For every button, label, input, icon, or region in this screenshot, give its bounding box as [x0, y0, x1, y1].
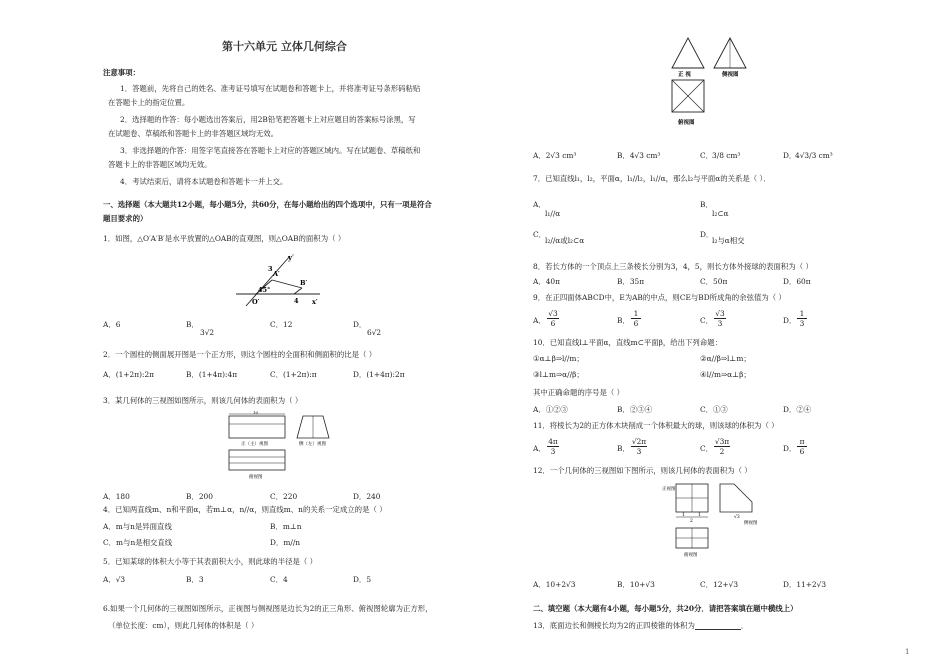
q11-option-a-den: 3: [547, 446, 559, 456]
q9-option-c-den: 3: [714, 318, 726, 328]
question-12-stem: 12．一个几何体的三视图如下图所示，则该几何体的表面积为（ ）: [533, 466, 752, 475]
q3-option-c: C．220: [270, 492, 298, 501]
q9-option-b-den: 6: [631, 318, 641, 328]
q6-label-top: 俯视图: [678, 120, 695, 126]
q1-figure: [232, 250, 324, 308]
q1-label-3: 3: [268, 265, 273, 273]
q6-figure: [668, 34, 778, 132]
q2-option-b: B．(1+4π):4π: [186, 370, 238, 379]
q10-option-b: B．②③④: [617, 405, 652, 414]
q10-option-d: D．②④: [783, 405, 812, 414]
q12-figure: [660, 480, 770, 560]
q11-option-b-num: √2π: [631, 437, 647, 446]
q10-prop-1: ①α⊥β⇒l//m；: [533, 354, 584, 363]
q7-option-a: A．: [533, 200, 546, 209]
q12-label-two: 2: [690, 519, 693, 524]
notice-heading: 注意事项：: [103, 68, 140, 77]
question-4-stem: 4．已知两直线m、n和平面α，若m⊥α，n//α，则直线m、n的关系一定成立的是（ ）: [103, 505, 387, 514]
q3-label-front: 正（主）视图: [241, 442, 268, 447]
q4-option-d: D．m//n: [270, 538, 301, 547]
q9-option-a: A．: [533, 316, 546, 325]
question-13-tail: ．: [740, 621, 749, 630]
q10-option-a: A．①②③: [533, 405, 568, 414]
q10-prop-4: ④l//m⇒α⊥β；: [700, 370, 751, 379]
q7-option-c-value: l₂//α或l₂⊂α: [545, 236, 585, 245]
q3-option-a: A．180: [103, 492, 130, 501]
q1-option-c: C．12: [270, 320, 293, 329]
q8-option-b: B．35π: [617, 277, 645, 286]
section1-heading: 一、选择题（本大题共12小题，每小题5分，共60分，在每小题给出的四个选项中，只有一项是符合: [103, 200, 432, 209]
q2-option-d: D．(1+4π):2π: [353, 370, 405, 379]
page-number: 1: [905, 648, 910, 656]
q12-label-root: √3: [734, 515, 740, 520]
q1-option-d-value: 6√2: [367, 328, 382, 337]
q6-label-side: 侧视图: [722, 72, 739, 78]
q1-option-b-value: 3√2: [200, 328, 215, 337]
q10-ask: 其中正确命题的序号是（ ）: [533, 388, 625, 397]
q5-option-b: B．3: [186, 575, 204, 584]
q8-option-d: D．60π: [783, 277, 811, 286]
question-8-stem: 8．若长方体的一个顶点上三条棱长分别为3，4，5，则长方体外接球的表面积为（ ）: [533, 262, 813, 271]
q7-option-b-value: l₂⊂α: [712, 209, 729, 218]
q11-option-d-num: π: [799, 437, 805, 446]
question-1-stem: 1．如图，△O′A′B′是水平放置的△OAB的直观图，则△OAB的面积为（ ）: [103, 234, 346, 243]
question-7-stem: 7．已知直线l₁，l₂，平面α，l₁//l₂，l₁//α，那么l₂与平面α的关系是（ ）．: [533, 174, 771, 183]
q12-label-side: 侧视图: [744, 521, 758, 526]
q3-option-d: D．240: [353, 492, 381, 501]
q11-option-b: B．: [617, 444, 630, 453]
q9-option-b: B．: [617, 316, 630, 325]
q11-option-c-num: √3π: [714, 437, 730, 446]
q2-option-c: C．(1+2π):π: [270, 370, 317, 379]
notice-line: 4．考试结束后，请将本试题卷和答题卡一并上交。: [120, 177, 288, 186]
q9-option-d: D．: [783, 316, 797, 325]
question-11-stem: 11．将棱长为2的正方体木块削成一个体积最大的球，则该球的体积为（ ）: [533, 421, 779, 430]
q1-label-y: y′: [288, 253, 294, 262]
question-6-stem: 6.如果一个几何体的三视图如图所示，正视图与侧视图是边长为2的正三角形、俯视图轮廓为正方形，: [103, 604, 433, 613]
q6-option-d-value: 4√3/3 cm³: [795, 151, 833, 160]
q1-label-4: 4: [294, 297, 299, 305]
q12-label-front: 正视图: [662, 487, 676, 492]
notice-line: 在试题卷、草稿纸和答题卡上的非答题区域均无效。: [108, 129, 278, 138]
q11-option-a: A．: [533, 444, 546, 453]
q8-option-c: C．50π: [700, 277, 728, 286]
q10-prop-2: ②α//β⇒l⊥m；: [700, 354, 751, 363]
q7-option-a-value: l₁//α: [545, 209, 561, 218]
q11-option-b-den: 3: [631, 446, 647, 456]
q1-label-a: A′: [273, 270, 280, 278]
q13-answer-blank[interactable]: [695, 621, 741, 630]
q3-label-side: 侧（左）视图: [299, 442, 326, 447]
notice-line: 1．答题前，先将自己的姓名、准考证号填写在试题卷和答题卡上，并将准考证号条形码粘贴: [120, 84, 421, 93]
q5-option-d: D．5: [353, 575, 372, 584]
q3-option-b: B．200: [186, 492, 213, 501]
q1-label-b: B′: [300, 279, 308, 287]
question-3-stem: 3．某几何体的三视图如图所示，则该几何体的表面积为（ ）: [103, 396, 303, 405]
q9-option-a-num: √3: [548, 309, 558, 318]
q11-option-c-den: 2: [714, 446, 730, 456]
q2-option-a: A．(1+2π):2π: [103, 370, 154, 379]
question-10-stem: 10．已知直线l⊥平面α，直线m⊂平面β，给出下列命题：: [533, 338, 722, 347]
q12-option-b: B．10+√3: [617, 580, 655, 589]
page-title: 第十六单元 立体几何综合: [222, 40, 347, 53]
q5-option-a: A．√3: [103, 575, 126, 584]
q8-option-a: A．40π: [533, 277, 560, 286]
q3-dim-label: 10: [253, 410, 259, 415]
notice-line: 在答题卡上的指定位置。: [108, 98, 190, 107]
section2-heading: 二、填空题（本大题有4小题，每小题5分，共20分．请把答案填在题中横线上）: [533, 604, 798, 613]
question-9-stem: 9．在正四面体ABCD中，E为AB的中点，则CE与BD所成角的余弦值为（ ）: [533, 293, 786, 302]
q3-label-top: 俯视图: [249, 475, 263, 480]
notice-line: 3．非选择题的作答：用签字笔直接答在答题卡上对应的答题区域内。写在试题卷、草稿纸和: [120, 146, 421, 155]
q9-option-c: C．: [700, 316, 714, 325]
q9-option-a-den: 6: [547, 318, 559, 328]
q6-option-b: B．4√3 cm³: [617, 151, 661, 160]
question-2-stem: 2．一个圆柱的侧面展开图是一个正方形，则这个圆柱的全面积和侧面积的比是（ ）: [103, 350, 377, 359]
q6-label-front: 正 视: [678, 72, 691, 78]
q9-option-b-num: 1: [633, 309, 639, 318]
q1-option-b: B．: [186, 320, 199, 329]
question-13-stem: 13．底面边长和侧棱长均为2的正四棱锥的体积为: [533, 621, 695, 630]
q11-option-d-den: 6: [797, 446, 807, 456]
q6-option-c-value: 3/8 cm³: [712, 151, 741, 160]
section1-heading-cont: 题目要求的）: [103, 214, 148, 223]
q6-option-c: C．: [700, 151, 714, 160]
q12-option-a: A．10+2√3: [533, 580, 576, 589]
question-6-stem-cont: （单位长度：cm），则此几何体的体积是（ ）: [108, 621, 259, 630]
q12-label-top: 俯视图: [684, 553, 698, 558]
q4-option-c: C．m与n是相交直线: [103, 538, 173, 547]
q9-option-d-den: 3: [797, 318, 807, 328]
q7-option-d: D．: [700, 230, 714, 239]
q1-option-d: D．: [353, 320, 367, 329]
question-5-stem: 5．已知某球的体积大小等于其表面积大小，则此球的半径是（ ）: [103, 557, 317, 566]
q1-label-angle: 45°: [258, 286, 271, 294]
q1-option-a: A．6: [103, 320, 121, 329]
q12-option-c: C．12+√3: [700, 580, 739, 589]
notice-line: 答题卡上的非答题区域均无效。: [108, 160, 212, 169]
question-13: [533, 621, 748, 630]
q9-option-c-num: √3: [715, 309, 725, 318]
q5-option-c: C．4: [270, 575, 288, 584]
q7-option-b: B．: [700, 200, 713, 209]
q9-option-d-num: 1: [799, 309, 805, 318]
q12-label-one-a: 1: [682, 513, 685, 518]
q12-label-one-b: 1: [698, 513, 701, 518]
q12-option-d: D．11+2√3: [783, 580, 827, 589]
q11-option-d: D．: [783, 444, 797, 453]
q6-option-a: A．2√3 cm³: [533, 151, 577, 160]
q4-option-a: A．m与n是异面直线: [103, 522, 172, 531]
q10-option-c: C．①③: [700, 405, 728, 414]
q1-label-o: O′: [252, 298, 260, 306]
q4-option-b: B．m⊥n: [270, 522, 302, 531]
q1-label-x: x′: [312, 298, 318, 306]
q3-figure: [227, 410, 347, 482]
q10-prop-3: ③l⊥m⇒α//β；: [533, 370, 584, 379]
q7-option-d-value: l₂与α相交: [712, 236, 745, 245]
q6-option-d: D．: [783, 151, 797, 160]
q11-option-c: C．: [700, 444, 714, 453]
q7-option-c: C．: [533, 230, 547, 239]
q11-option-a-num: 4π: [548, 437, 558, 446]
notice-line: 2．选择题的作答：每小题选出答案后，用2B铅笔把答题卡上对应题目的答案标号涂黑，写: [120, 115, 416, 124]
